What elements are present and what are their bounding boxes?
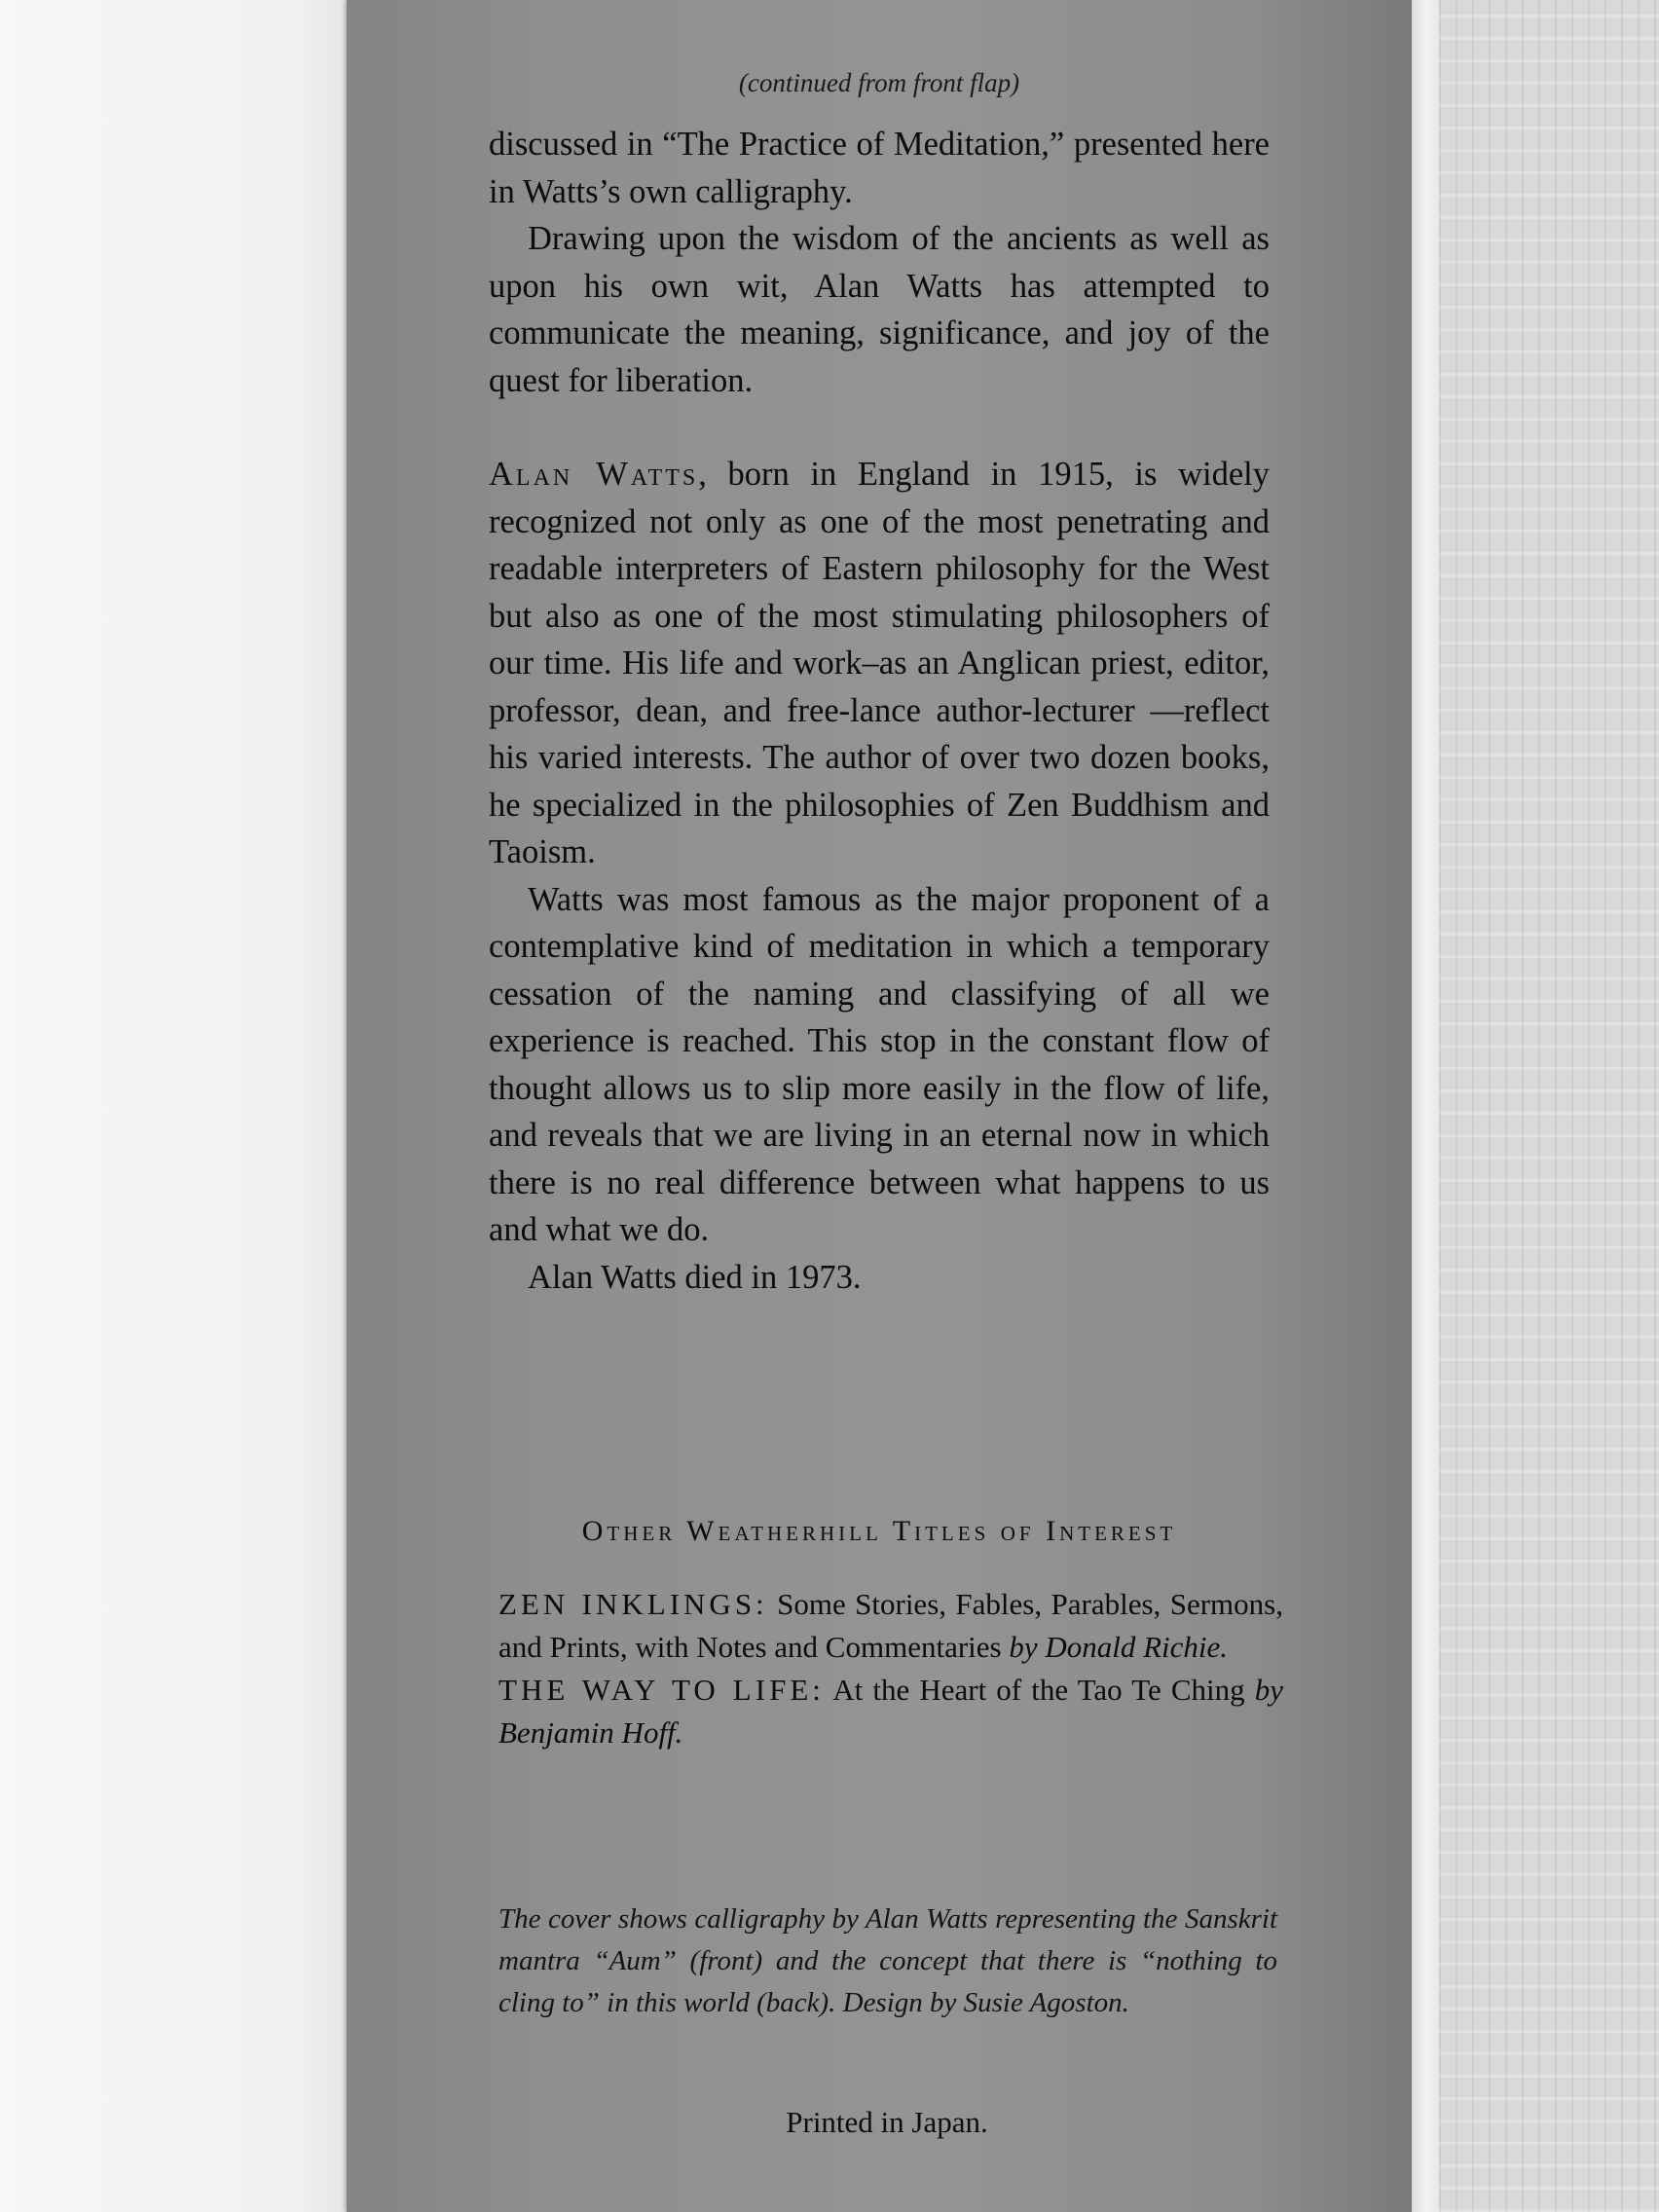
book-subtitle: Some Stories, Fables, Parables, Sermons, and Prints, with Notes and Commentaries xyxy=(498,1587,1283,1664)
cover-credit: The cover shows calligraphy by Alan Watts representing the Sanskrit mantra “Aum” (front) and the concept that there is “nothing to cling to” in this world (back). Design by Susie Agoston. xyxy=(498,1903,1277,2018)
book-title: ZEN INKLINGS: xyxy=(498,1587,768,1621)
book-title: THE WAY TO LIFE: xyxy=(498,1673,825,1707)
book-entry-way-to-life xyxy=(498,1669,1283,1754)
other-titles-heading: Other Weatherhill Titles of Interest xyxy=(581,1515,1177,1547)
continued-note: (continued from front flap) xyxy=(738,68,1020,97)
background-surface xyxy=(1439,0,1659,2212)
adjacent-page xyxy=(0,0,350,2212)
paragraph-author-bio xyxy=(489,451,1270,876)
paragraph-death: Alan Watts died in 1973. xyxy=(528,1258,862,1296)
paragraph-meditation: discussed in “The Practice of Meditation,” presented here in Watts’s own calligraphy. xyxy=(489,126,1270,210)
paragraph-wisdom: Drawing upon the wisdom of the ancients as well as upon his own wit, Alan Watts has attempted to communicate the meaning, significance, and joy of the quest for liberation. xyxy=(489,220,1270,399)
author-name: Alan Watts xyxy=(489,456,699,493)
printed-in: Printed in Japan. xyxy=(786,2105,988,2139)
book-subtitle: At the Heart of the Tao Te Ching xyxy=(824,1673,1255,1707)
book-entry-zen-inklings xyxy=(498,1583,1283,1669)
flap-edge xyxy=(1412,0,1439,2212)
flap-prose xyxy=(489,121,1270,1301)
paragraph-contemplative: Watts was most famous as the major proponent of a contemplative kind of meditation in which a temporary cessation of the naming and classifying of all we experience is reached. This stop in the constant flow of thought allows us to slip more easily in the flow of life, and reveals that we are living in an eternal now in which there is no real difference between what happens to us and what we do. xyxy=(489,880,1270,1248)
book-author: by Benjamin Hoff. xyxy=(498,1673,1283,1750)
other-titles-list xyxy=(498,1583,1283,1754)
author-bio-text: , born in England in 1915, is widely recognized not only as one of the most penetrating and readable interpreters of Eastern philosophy for the West but also as one of the most stimulating philosophers of our time. His life and work–as an Anglican priest, editor, professor, dean, and free-lance author-lecturer —reflect his varied interests. The author of over two dozen books, he specialized in the philosophies of Zen Buddhism and Taoism. xyxy=(489,456,1270,870)
book-author: by Donald Richie. xyxy=(1009,1630,1229,1664)
